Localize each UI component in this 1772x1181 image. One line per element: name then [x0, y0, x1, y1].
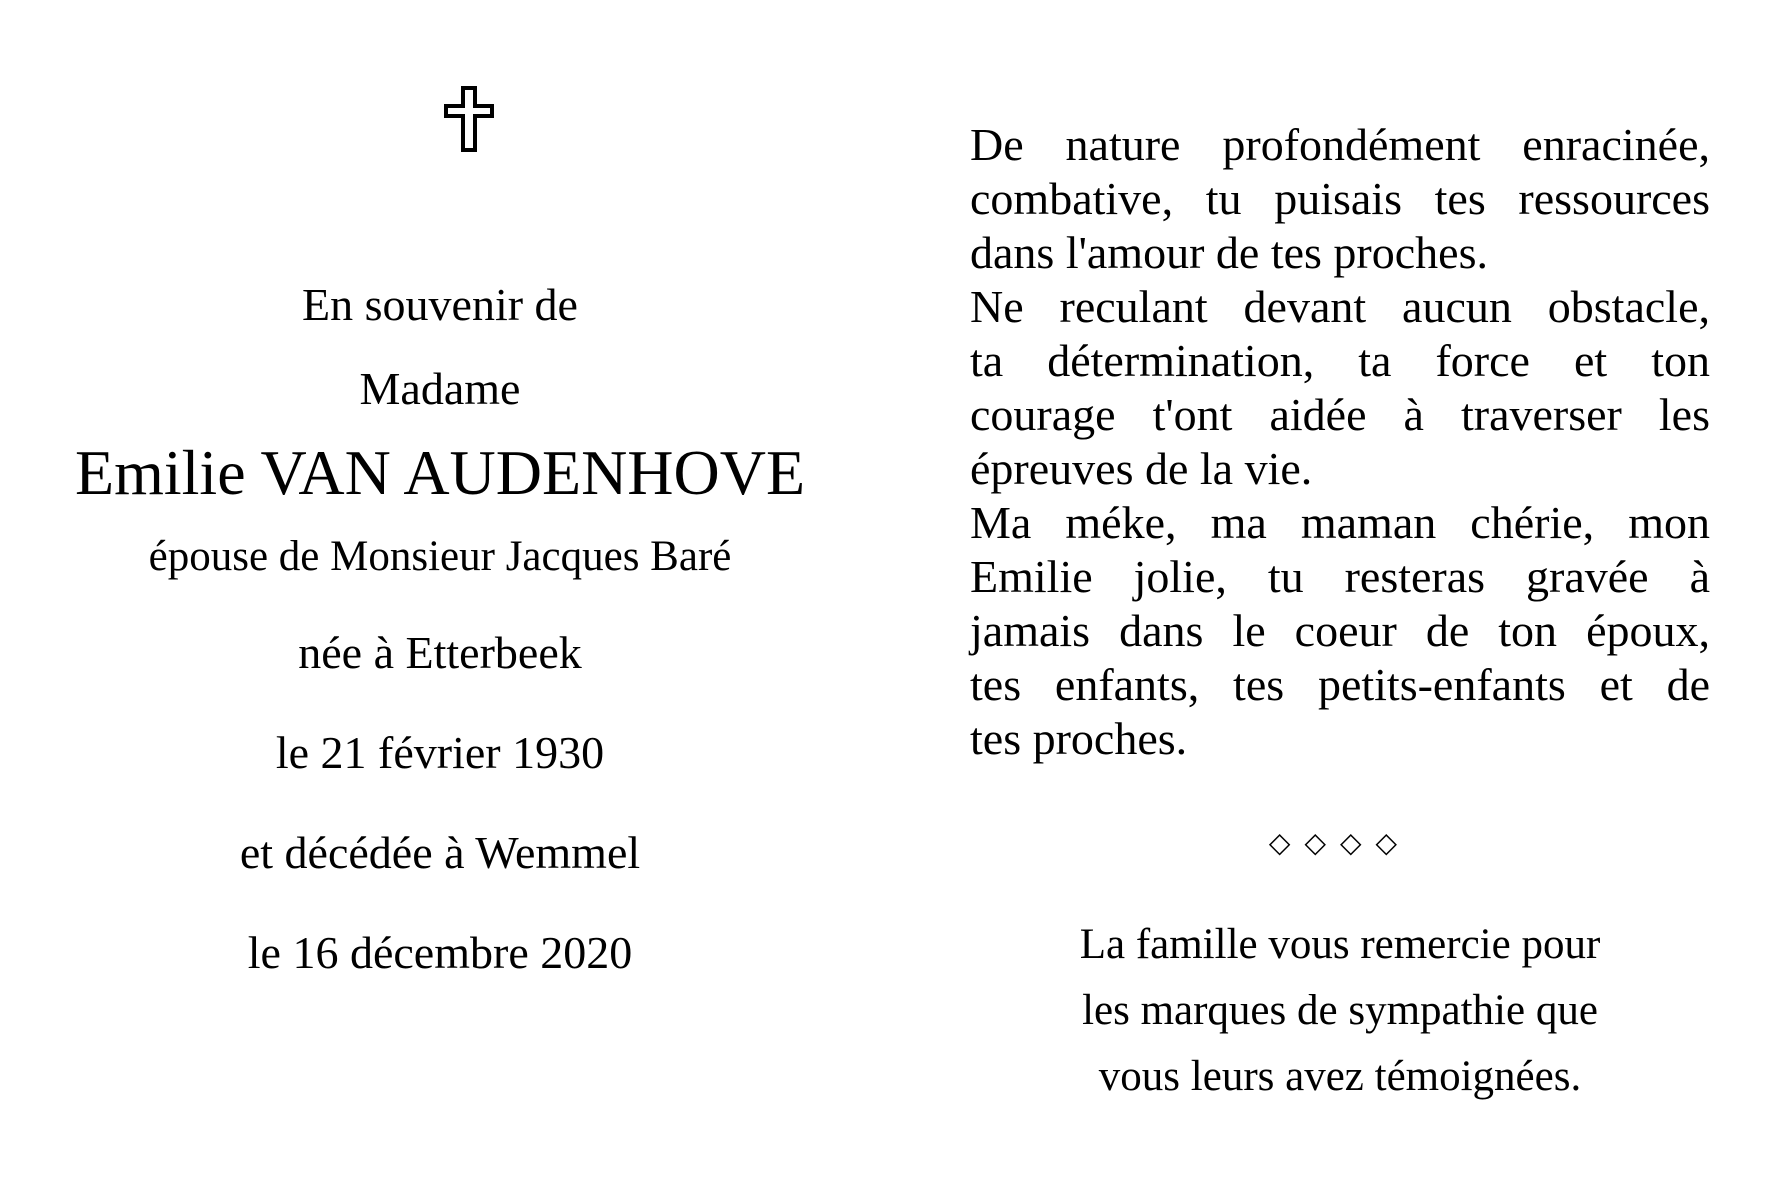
poem-line: courage t'ont aidée à traverser les [970, 389, 1710, 440]
spouse-text: épouse de Monsieur Jacques Baré [148, 533, 732, 580]
poem-line: épreuves de la vie. [970, 443, 1313, 494]
thanks-line: vous leurs avez témoignées. [1098, 1053, 1582, 1100]
right-panel [970, 0, 1710, 1181]
thanks-line: les marques de sympathie que [1082, 987, 1598, 1034]
poem-line: ta détermination, ta force et ton [970, 335, 1710, 386]
deceased-name: Emilie VAN AUDENHOVE [74, 437, 806, 508]
cross-icon [434, 84, 504, 154]
poem-line: Ma méke, ma maman chérie, mon [970, 497, 1710, 548]
thanks-line: La famille vous remercie pour [1079, 921, 1601, 968]
poem-line: jamais dans le coeur de ton époux, [970, 605, 1710, 656]
poem-line: tes proches. [970, 713, 1188, 764]
intro-text: En souvenir de [302, 279, 578, 330]
birth-place: née à Etterbeek [298, 627, 582, 678]
death-place: et décédée à Wemmel [239, 827, 641, 878]
tribute-poem [970, 118, 1710, 766]
death-date: le 16 décembre 2020 [247, 927, 633, 978]
poem-line: dans l'amour de tes proches. [970, 227, 1488, 278]
title-text: Madame [359, 363, 521, 414]
left-panel [40, 0, 840, 1181]
birth-date: le 21 février 1930 [275, 727, 605, 778]
diamond-ornament-icon: ◇◇◇◇ [1268, 826, 1412, 859]
poem-line: tes enfants, tes petits-enfants et de [970, 659, 1710, 710]
poem-line: Ne reculant devant aucun obstacle, [970, 281, 1710, 332]
poem-line: Emilie jolie, tu resteras gravée à [970, 551, 1710, 602]
poem-line: combative, tu puisais tes ressources [970, 173, 1710, 224]
poem-line: De nature profondément enracinée, [970, 119, 1710, 170]
